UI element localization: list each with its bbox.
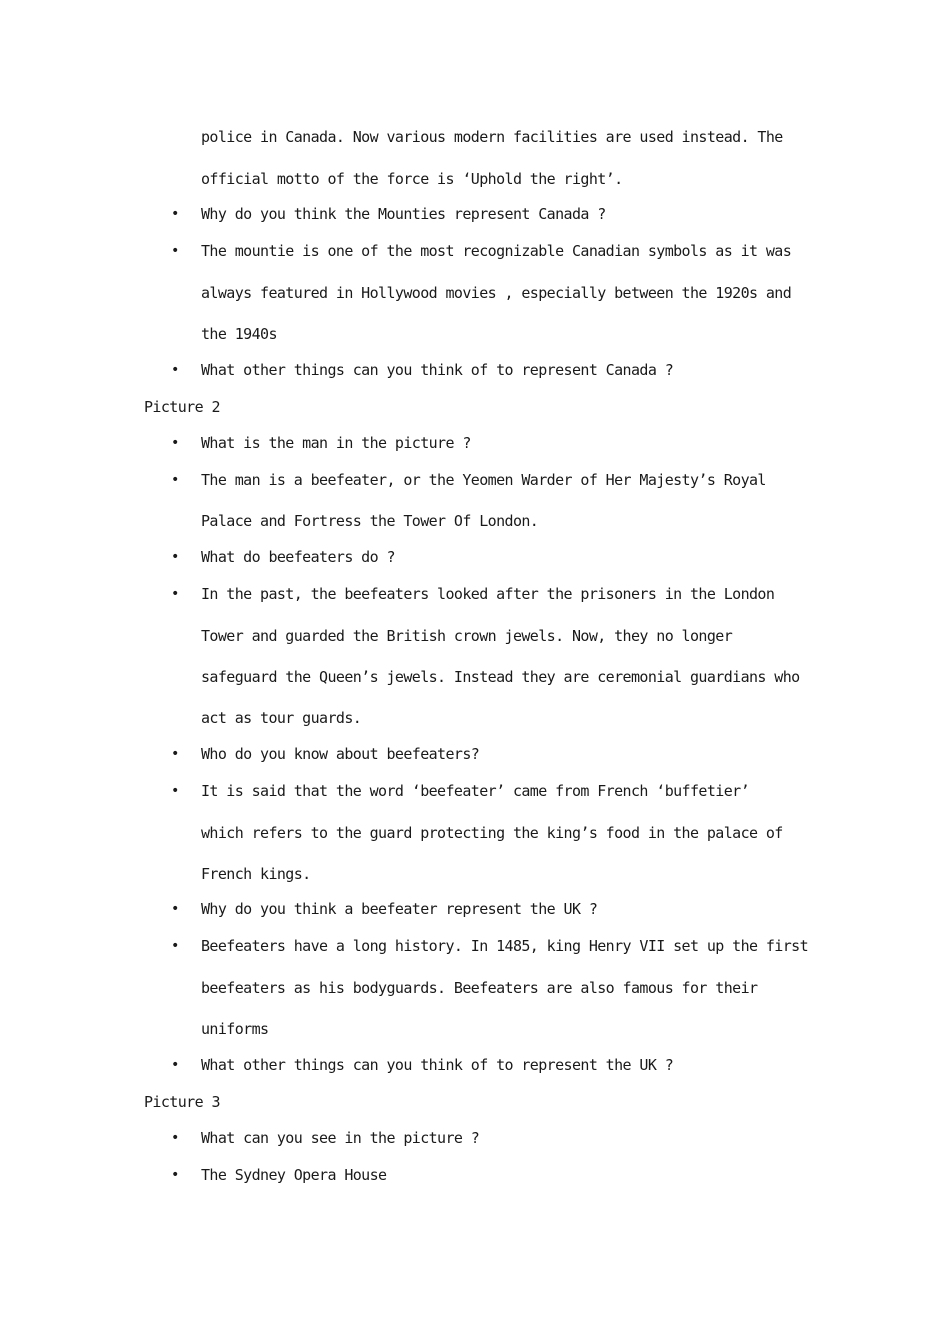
- bullet-icon: •: [171, 549, 180, 565]
- bullet-icon: •: [171, 435, 180, 451]
- list-item: What other things can you think of to represent the UK ?: [201, 1056, 674, 1074]
- list-item: The Sydney Opera House: [201, 1166, 387, 1184]
- section-heading-picture-3: Picture 3: [144, 1093, 220, 1111]
- list-item: It is said that the word ‘beefeater’ came from French ‘buffetier’: [201, 782, 750, 800]
- bullet-icon: •: [171, 783, 180, 799]
- list-item-continuation: Palace and Fortress the Tower Of London.: [201, 512, 539, 530]
- bullet-icon: •: [171, 1167, 180, 1183]
- list-item: The man is a beefeater, or the Yeomen Warder of Her Majesty’s Royal: [201, 471, 766, 489]
- list-item: What do beefeaters do ?: [201, 548, 395, 566]
- list-item: What is the man in the picture ?: [201, 434, 471, 452]
- paragraph-line: official motto of the force is ‘Uphold the right’.: [201, 170, 623, 188]
- list-item-continuation: uniforms: [201, 1020, 269, 1038]
- bullet-icon: •: [171, 586, 180, 602]
- list-item: In the past, the beefeaters looked after the prisoners in the London: [201, 585, 775, 603]
- list-item-continuation: French kings.: [201, 865, 311, 883]
- list-item: Why do you think a beefeater represent the UK ?: [201, 900, 598, 918]
- list-item: What other things can you think of to represent Canada ?: [201, 361, 674, 379]
- bullet-icon: •: [171, 901, 180, 917]
- paragraph-line: police in Canada. Now various modern facilities are used instead. The: [201, 128, 783, 146]
- list-item: What can you see in the picture ?: [201, 1129, 480, 1147]
- list-item-continuation: safeguard the Queen’s jewels. Instead they are ceremonial guardians who: [201, 668, 800, 686]
- list-item-continuation: Tower and guarded the British crown jewels. Now, they no longer: [201, 627, 733, 645]
- bullet-icon: •: [171, 472, 180, 488]
- list-item: Why do you think the Mounties represent Canada ?: [201, 205, 606, 223]
- list-item-continuation: always featured in Hollywood movies , especially between the 1920s and: [201, 284, 792, 302]
- bullet-icon: •: [171, 243, 180, 259]
- list-item-continuation: act as tour guards.: [201, 709, 362, 727]
- bullet-icon: •: [171, 938, 180, 954]
- section-heading-picture-2: Picture 2: [144, 398, 220, 416]
- list-item: Beefeaters have a long history. In 1485, king Henry VII set up the first: [201, 937, 809, 955]
- bullet-icon: •: [171, 362, 180, 378]
- bullet-icon: •: [171, 206, 180, 222]
- bullet-icon: •: [171, 1057, 180, 1073]
- list-item: The mountie is one of the most recognizable Canadian symbols as it was: [201, 242, 792, 260]
- list-item-continuation: the 1940s: [201, 325, 277, 343]
- list-item: Who do you know about beefeaters?: [201, 745, 480, 763]
- bullet-icon: •: [171, 746, 180, 762]
- list-item-continuation: which refers to the guard protecting the king’s food in the palace of: [201, 824, 783, 842]
- list-item-continuation: beefeaters as his bodyguards. Beefeaters are also famous for their: [201, 979, 758, 997]
- bullet-icon: •: [171, 1130, 180, 1146]
